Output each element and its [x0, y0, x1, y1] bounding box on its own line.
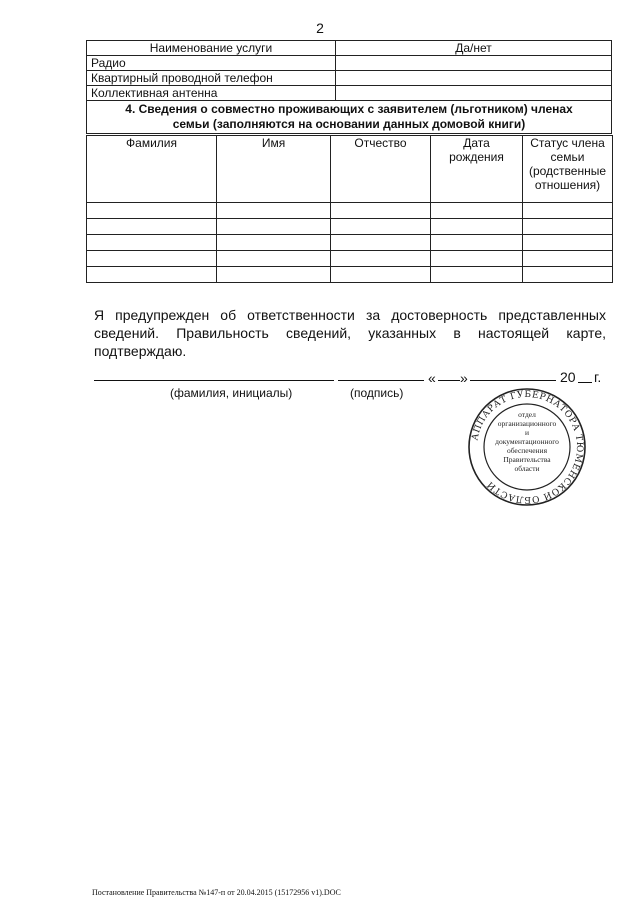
- stamp-line-6: Правительства: [503, 455, 551, 464]
- stamp-line-4: документационного: [495, 437, 559, 446]
- fio-label: (фамилия, инициалы): [170, 386, 293, 400]
- cell[interactable]: [217, 235, 331, 251]
- cell[interactable]: [523, 235, 613, 251]
- family-members-table: [86, 135, 613, 283]
- table-row: [87, 86, 612, 101]
- cell[interactable]: [87, 267, 217, 283]
- cell[interactable]: [523, 219, 613, 235]
- fio-line[interactable]: [94, 380, 334, 381]
- cell[interactable]: [431, 219, 523, 235]
- cell[interactable]: [87, 219, 217, 235]
- service-value-cell[interactable]: [336, 71, 612, 86]
- header-family-status: Статус члена семьи (родственные отношения): [523, 136, 613, 203]
- year-suffix: г.: [594, 369, 602, 385]
- section4-title-line1: 4. Сведения о совместно проживающих с заявителем (льготником) членах: [125, 102, 573, 116]
- table-row: [87, 71, 612, 86]
- cell[interactable]: [217, 203, 331, 219]
- official-stamp: [466, 386, 588, 508]
- section4-title: [87, 101, 612, 134]
- stamp-ring-text: АППАРАТ ГУБЕРНАТОРА ТЮМЕНСКОЙ ОБЛАСТИ: [470, 389, 585, 505]
- header-surname: Фамилия: [87, 136, 217, 203]
- cell[interactable]: [431, 267, 523, 283]
- service-name-cell: Радио: [87, 56, 336, 71]
- table-row: [87, 56, 612, 71]
- cell[interactable]: [331, 203, 431, 219]
- cell[interactable]: [331, 235, 431, 251]
- cell[interactable]: [87, 203, 217, 219]
- stamp-line-3: и: [524, 428, 530, 437]
- cell[interactable]: [523, 251, 613, 267]
- stamp-line-5: обеспечения: [506, 446, 548, 455]
- service-name-cell: Коллективная антенна: [87, 86, 336, 101]
- header-birth-date: Дата рождения: [431, 136, 523, 203]
- header-name: Имя: [217, 136, 331, 203]
- stamp-line-1: отдел: [518, 410, 536, 419]
- cell[interactable]: [217, 219, 331, 235]
- header-patronymic: Отчество: [331, 136, 431, 203]
- service-name-cell: Квартирный проводной телефон: [87, 71, 336, 86]
- table-row: [87, 203, 613, 219]
- page-number: 2: [316, 20, 324, 36]
- cell[interactable]: [217, 267, 331, 283]
- open-quote: «: [428, 370, 436, 386]
- cell[interactable]: [431, 251, 523, 267]
- table-row: [87, 251, 613, 267]
- service-value-cell[interactable]: [336, 86, 612, 101]
- service-value-cell[interactable]: [336, 56, 612, 71]
- table-row: [87, 235, 613, 251]
- cell[interactable]: [431, 235, 523, 251]
- cell[interactable]: [217, 251, 331, 267]
- stamp-line-7: области: [514, 464, 540, 473]
- year-prefix: 20: [560, 369, 576, 385]
- section4-title-row: [87, 101, 612, 134]
- cell[interactable]: [331, 219, 431, 235]
- responsibility-statement: Я предупрежден об ответственности за достоверность представленных сведений. Правильность сведений, указанных в настоящей карте, подтверждаю.: [94, 307, 606, 359]
- header-yes-no: Да/нет: [336, 41, 612, 56]
- table-row: [87, 219, 613, 235]
- family-header-row: [87, 136, 613, 203]
- services-table: [86, 40, 612, 134]
- cell[interactable]: [431, 203, 523, 219]
- table-row: [87, 267, 613, 283]
- cell[interactable]: [331, 267, 431, 283]
- cell[interactable]: [331, 251, 431, 267]
- cell[interactable]: [87, 251, 217, 267]
- section4-title-line2: семьи (заполняются на основании данных домовой книги): [172, 117, 526, 131]
- year-line[interactable]: [578, 382, 592, 383]
- month-line[interactable]: [470, 380, 556, 381]
- close-quote: »: [460, 370, 468, 386]
- cell[interactable]: [523, 267, 613, 283]
- cell[interactable]: [523, 203, 613, 219]
- stamp-line-2: организационного: [497, 419, 557, 428]
- services-header-row: [87, 41, 612, 56]
- signature-line[interactable]: [338, 380, 424, 381]
- header-service-name: Наименование услуги: [87, 41, 336, 56]
- cell[interactable]: [87, 235, 217, 251]
- signature-label: (подпись): [350, 386, 404, 400]
- document-footer: Постановление Правительства №147-п от 20.04.2015 (15172956 v1).DOC: [92, 888, 341, 897]
- day-line[interactable]: [438, 380, 460, 381]
